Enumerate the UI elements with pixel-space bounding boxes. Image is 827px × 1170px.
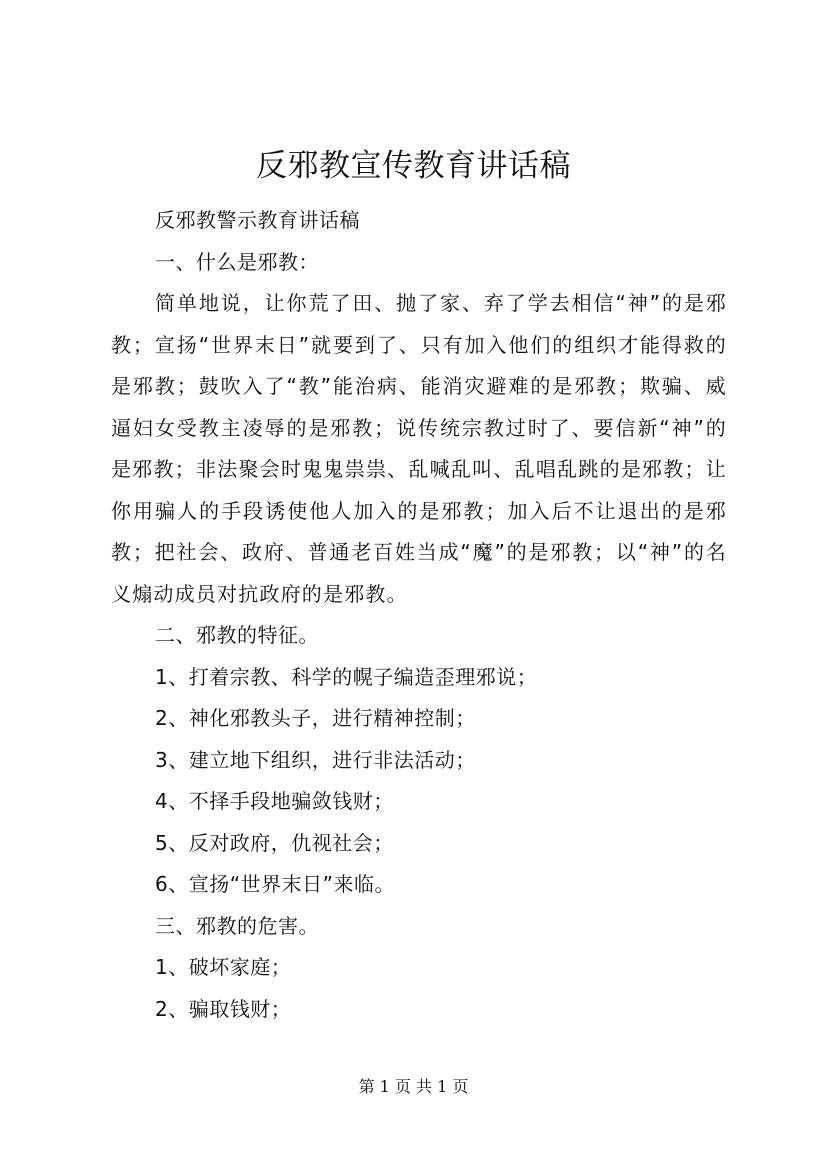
document-title: 反邪教宣传教育讲话稿 (256, 148, 571, 184)
list-item: 1、打着宗教、科学的幌子编造歪理邪说； (155, 664, 538, 689)
section-heading-1: 一、什么是邪教： (155, 249, 319, 274)
list-item: 3、建立地下组织，进行非法活动； (155, 747, 476, 772)
list-item: 1、破坏家庭； (155, 955, 292, 979)
section-heading-2: 二、邪教的特征。 (155, 623, 319, 647)
list-item: 2、骗取钱财； (155, 996, 292, 1021)
page-footer: 第 1 页 共 1 页 (358, 1077, 469, 1096)
document-body (111, 200, 727, 1030)
list-item: 5、反对政府，仇视社会； (155, 830, 394, 855)
list-item: 2、神化邪教头子，进行精神控制； (155, 706, 476, 730)
list-item: 4、不择手段地骗敛钱财； (155, 789, 394, 813)
section-heading-3: 三、邪教的危害。 (155, 913, 319, 938)
body-paragraph: 简单地说，让你荒了田、抛了家、弃了学去相信“神”的是邪教；宣扬“世界末日”就要到了、只有加入他们的组织才能得救的是邪教；鼓吹入了“教”能治病、能消灾避难的是邪教；欺骗、威逼妇女受教主凌辱的是邪教；说传统宗教过时了、要信新“神”的是邪教；非法聚会时鬼鬼祟祟、乱喊乱叫、乱唱乱跳的是邪教；让你用骗人的手段诱使他人加入的是邪教；加入后不让退出的是邪教；把社会、政府、普通老百姓当成“魔”的是邪教；以“神”的名义煽动成员对抗政府的是邪教。 (111, 291, 727, 606)
list-item: 6、宣扬“世界末日”来临。 (155, 872, 395, 896)
subtitle-paragraph: 反邪教警示教育讲话稿 (155, 208, 360, 232)
